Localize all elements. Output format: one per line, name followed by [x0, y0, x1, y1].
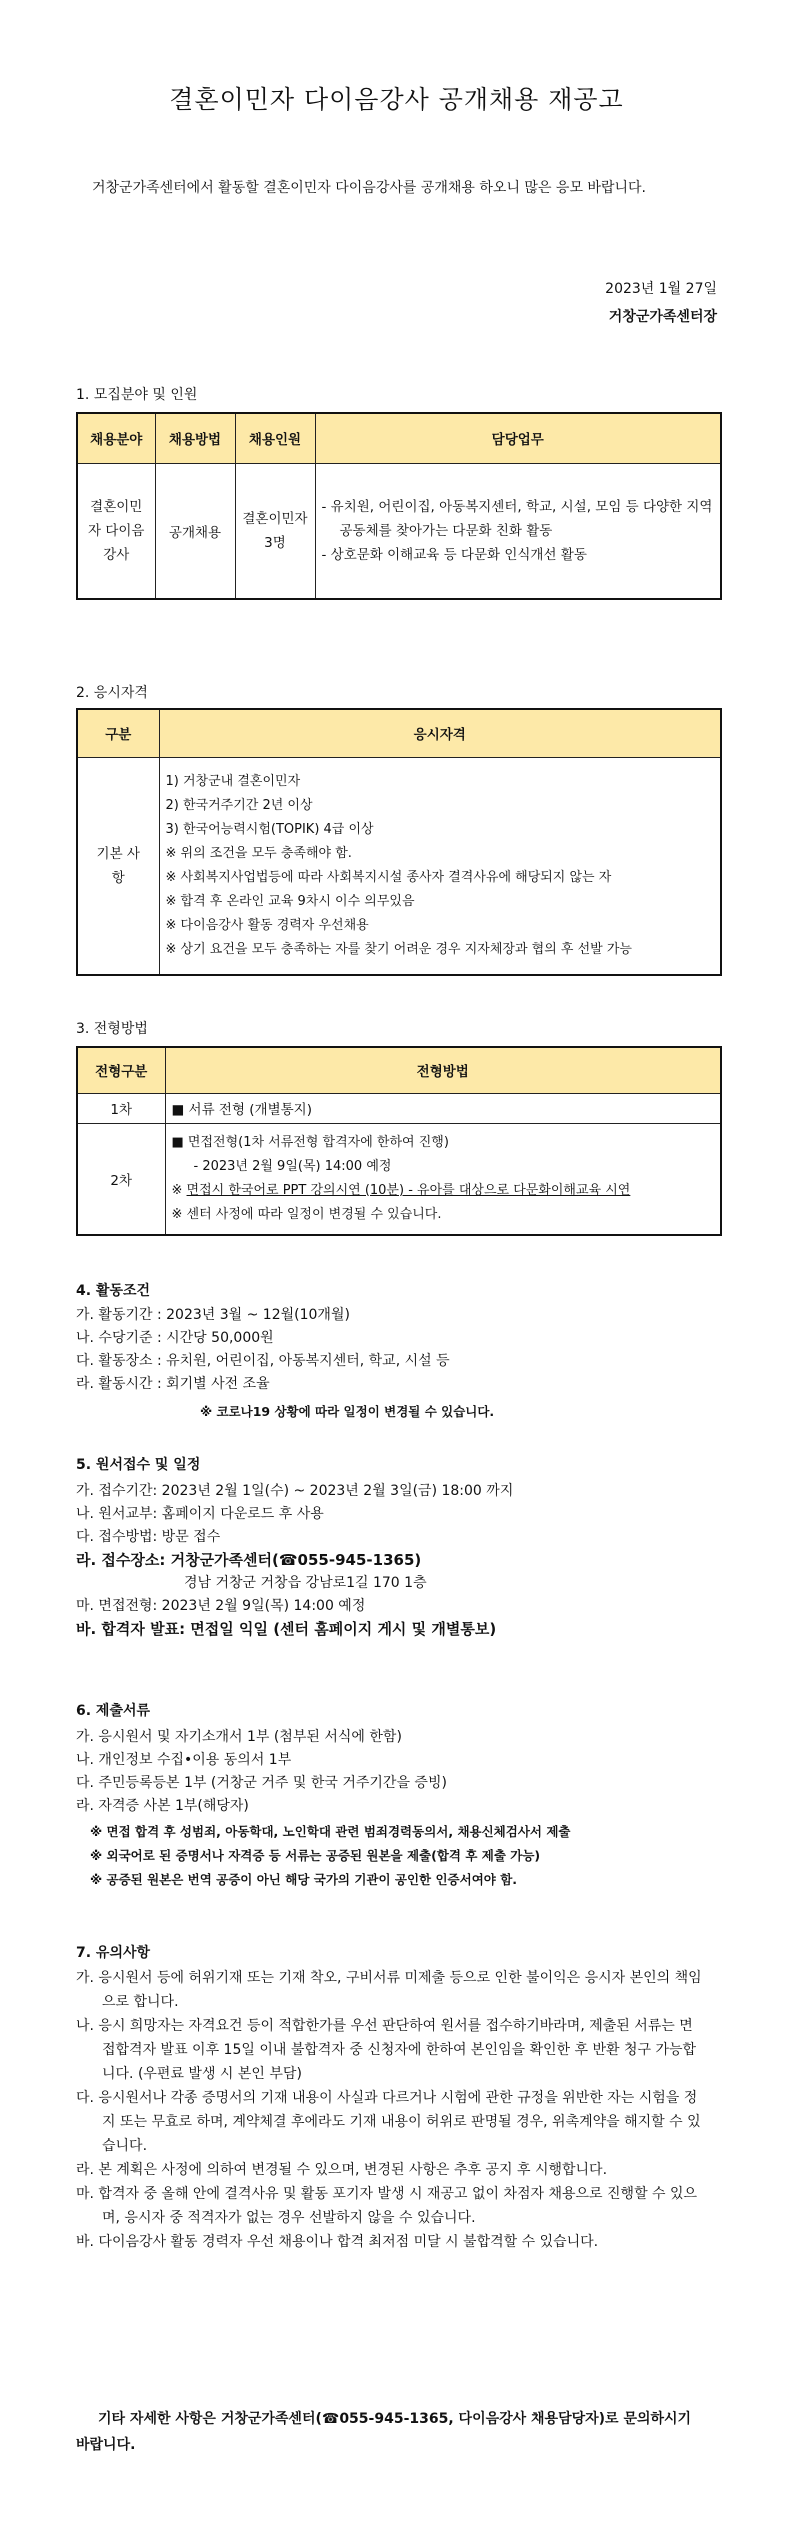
- col-header-qualification: 응시자격: [159, 709, 721, 757]
- precaution-item: 다. 응시원서나 각종 증명서의 기재 내용이 사실과 다르거나 시험에 관한 규정을 위반한 자는 시험을 정지 또는 무효로 하며, 계약체결 후에라도 기재 내용이 허위로 판명될 경우, 위촉계약을 해지할 수 있습니다.: [76, 2090, 701, 2154]
- section-4-heading: 4. 활동조건: [76, 1283, 151, 1299]
- schedule-line: 마. 면접전형: 2023년 2월 9일(목) 14:00 예정: [76, 1598, 366, 1614]
- qualification-item: 2) 한국거주기간 2년 이상: [165, 797, 313, 813]
- qualification-item: ※ 상기 요건을 모두 충족하는 자를 찾기 어려운 경우 지자체장과 협의 후 선발 가능: [165, 941, 632, 957]
- page-title: 결혼이민자 다이음강사 공개채용 재공고: [169, 85, 624, 114]
- stage-2-line: ■ 면접전형(1차 서류전형 합격자에 한하여 진행): [171, 1134, 449, 1150]
- precaution-item: 나. 응시 희망자는 자격요건 등이 적합한가를 우선 판단하여 원서를 접수하기바라며, 제출된 서류는 면접합격자 발표 이후 15일 이내 불합격자 중 신청자에 한하여 본인임을 확인한 후 반환 청구 가능합니다. (우편료 발생 시 본인 부담): [76, 2018, 697, 2082]
- schedule-line: 나. 원서교부: 홈페이지 다운로드 후 사용: [76, 1506, 324, 1522]
- section-7-heading: 7. 유의사항: [76, 1945, 151, 1961]
- stage-1-text: ■ 서류 전형 (개별통지): [165, 1093, 721, 1123]
- qualification-table: [76, 708, 722, 976]
- precaution-item: 가. 응시원서 등에 허위기재 또는 기재 착오, 구비서류 미제출 등으로 인한 불이익은 응시자 본인의 책임으로 합니다.: [76, 1970, 702, 2010]
- qualification-item: ※ 다이음강사 활동 경력자 우선채용: [165, 917, 369, 933]
- cell-qualifications: [159, 757, 721, 975]
- qualification-item: 1) 거창군내 결혼이민자: [165, 773, 301, 789]
- condition-line: 다. 활동장소 : 유치원, 어린이집, 아동복지센터, 학교, 시설 등: [76, 1353, 450, 1369]
- document-notes: [90, 1820, 770, 1892]
- condition-line: 라. 활동시간 : 회기별 사전 조율: [76, 1376, 270, 1392]
- footer-contact: 기타 자세한 사항은 거창군가족센터(☎055-945-1365, 다이음강사 채용담당자)로 문의하시기 바랍니다.: [76, 2411, 692, 2453]
- document-line: 나. 개인정보 수집•이용 동의서 1부: [76, 1752, 292, 1768]
- duty-line: - 유치원, 어린이집, 아동복지센터, 학교, 시설, 모임 등 다양한 지역공동체를 찾아가는 다문화 친화 활동: [321, 498, 713, 539]
- precaution-item: 마. 합격자 중 올해 안에 결격사유 및 활동 포기자 발생 시 재공고 없이 차점자 채용으로 진행할 수 있으며, 응시자 중 적격자가 없는 경우 선발하지 않을 수 있습니다.: [76, 2186, 698, 2226]
- interview-demo-note: 면접시 한국어로 PPT 강의시연 (10분) - 유아를 대상으로 다문화이해교육 시연: [186, 1182, 631, 1198]
- document-note: ※ 공증된 원본은 번역 공증이 아닌 해당 국가의 기관이 공인한 인증서여야 함.: [90, 1872, 518, 1887]
- col-header-process: 전형방법: [165, 1047, 721, 1093]
- col-header-category: 구분: [77, 709, 159, 757]
- issuer: 거창군가족센터장: [608, 309, 717, 325]
- stage-2-line: ※ 센터 사정에 따라 일정이 변경될 수 있습니다.: [171, 1206, 442, 1222]
- stage-1-label: 1차: [77, 1093, 165, 1123]
- precaution-item: 바. 다이음강사 활동 경력자 우선 채용이나 합격 최저점 미달 시 불합격할 수 있습니다.: [76, 2234, 599, 2250]
- section-6-heading: 6. 제출서류: [76, 1703, 151, 1719]
- schedule-address: 경남 거창군 거창읍 강남로1길 170 1층: [184, 1575, 427, 1591]
- cell-field: 결혼이민자 다이음 강사: [77, 463, 155, 599]
- qualification-item: 3) 한국어능력시험(TOPIK) 4급 이상: [165, 821, 374, 837]
- precautions: [76, 1966, 706, 2254]
- document-line: 라. 자격증 사본 1부(해당자): [76, 1798, 249, 1814]
- recruitment-table: [76, 412, 722, 600]
- qualification-item: ※ 사회복지사업법등에 따라 사회복지시설 종사자 결격사유에 해당되지 않는 자: [165, 869, 612, 885]
- qualification-item: ※ 합격 후 온라인 교육 9차시 이수 의무있음: [165, 893, 415, 909]
- col-header-field: 채용분야: [77, 413, 155, 463]
- document-note: ※ 면접 합격 후 성범죄, 아동학대, 노인학대 관련 범죄경력동의서, 채용신체검사서 제출: [90, 1824, 571, 1839]
- section-5-heading: 5. 원서접수 및 일정: [76, 1457, 201, 1473]
- condition-line: 나. 수당기준 : 시간당 50,000원: [76, 1330, 274, 1346]
- required-documents: [76, 1726, 756, 1818]
- duty-line: - 상호문화 이해교육 등 다문화 인식개선 활동: [321, 546, 587, 563]
- selection-table: [76, 1046, 722, 1236]
- schedule-line: 바. 합격자 발표: 면접일 익일 (센터 홈페이지 게시 및 개별통보): [76, 1620, 497, 1638]
- notice-date: 2023년 1월 27일: [605, 281, 717, 297]
- cell-category: 기본 사항: [77, 757, 159, 975]
- qualification-item: ※ 위의 조건을 모두 충족해야 함.: [165, 845, 352, 861]
- application-schedule: [76, 1480, 756, 1641]
- stage-2-line: - 2023년 2월 9일(목) 14:00 예정: [193, 1158, 392, 1174]
- section-1-heading: 1. 모집분야 및 인원: [76, 387, 198, 403]
- condition-line: 가. 활동기간 : 2023년 3월 ~ 12월(10개월): [76, 1307, 350, 1323]
- document-line: 다. 주민등록등본 1부 (거창군 거주 및 한국 거주기간을 증빙): [76, 1775, 447, 1791]
- note-mark: ※: [171, 1182, 187, 1198]
- cell-count: 결혼이민자 3명: [235, 463, 315, 599]
- intro-text: 거창군가족센터에서 활동할 결혼이민자 다이음강사를 공개채용 하오니 많은 응모 바랍니다.: [92, 180, 646, 196]
- section-2-heading: 2. 응시자격: [76, 685, 148, 701]
- col-header-stage: 전형구분: [77, 1047, 165, 1093]
- schedule-line: 가. 접수기간: 2023년 2월 1일(수) ~ 2023년 2월 3일(금) 18:00 까지: [76, 1483, 514, 1499]
- activity-conditions: [76, 1304, 736, 1396]
- covid-note: ※ 코로나19 상황에 따라 일정이 변경될 수 있습니다.: [200, 1404, 495, 1419]
- col-header-count: 채용인원: [235, 413, 315, 463]
- cell-method: 공개채용: [155, 463, 235, 599]
- col-header-duty: 담당업무: [315, 413, 721, 463]
- schedule-line: 라. 접수장소: 거창군가족센터(☎055-945-1365): [76, 1551, 422, 1569]
- col-header-method: 채용방법: [155, 413, 235, 463]
- section-3-heading: 3. 전형방법: [76, 1021, 148, 1037]
- precaution-item: 라. 본 계획은 사정에 의하여 변경될 수 있으며, 변경된 사항은 추후 공지 후 시행합니다.: [76, 2162, 608, 2178]
- stage-2-label: 2차: [77, 1123, 165, 1235]
- schedule-line: 다. 접수방법: 방문 접수: [76, 1529, 221, 1545]
- stage-2-line: [172, 1179, 715, 1203]
- stage-2-cell: [165, 1123, 721, 1235]
- cell-duty: [315, 463, 721, 599]
- document-note: ※ 외국어로 된 증명서나 자격증 등 서류는 공증된 원본을 제출(합격 후 제출 가능): [90, 1848, 541, 1863]
- document-line: 가. 응시원서 및 자기소개서 1부 (첨부된 서식에 한함): [76, 1729, 402, 1745]
